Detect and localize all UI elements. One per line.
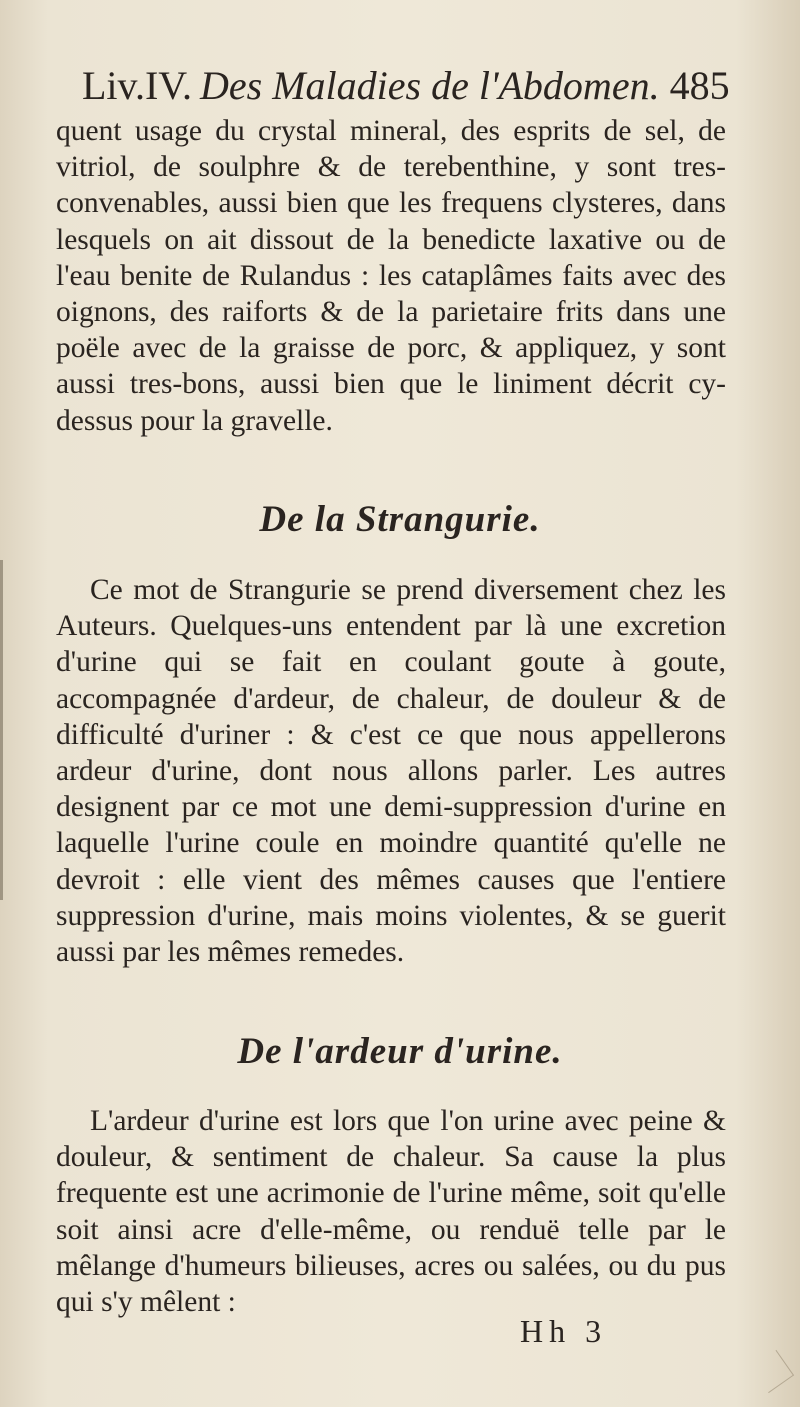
binding-shadow — [0, 560, 3, 900]
section-heading-strangurie: De la Strangurie. — [259, 499, 541, 540]
paragraph-strangurie: Ce mot de Strangurie se prend diversement chez les Auteurs. Quelques-uns entendent par là une excretion d'urine qui se fait en coulant goute à goute, accompagnée d'ardeur, de chaleur, de douleur & de difficulté d'uriner : & c'est ce que nous appellerons ardeur d'urine, dont nous allons parler. Les autres designent par ce mot une demi-suppression d'urine en laquelle l'urine coule en moindre quantité qu'elle ne devroit : elle vient des mêmes causes que l'entiere suppression d'urine, mais moins violentes, & se guerit aussi par les mêmes remedes. — [56, 574, 726, 969]
page-number: 485 — [669, 63, 730, 108]
section-heading-ardeur: De l'ardeur d'urine. — [237, 1031, 563, 1072]
printer-signature: Hh 3 — [520, 1313, 608, 1349]
book-number: Liv.IV. — [82, 63, 192, 108]
page-header — [82, 62, 782, 112]
paragraph-ardeur: L'ardeur d'urine est lors que l'on urine avec peine & douleur, & sentiment de chaleur. Sa cause la plus frequente est une acrimonie de l'urine même, soit qu'elle soit ainsi acre d'elle-même, ou renduë telle par le mêlange d'humeurs bilieuses, acres ou salées, ou du pus qui s'y mêlent : — [56, 1105, 726, 1319]
page-corner-fold — [751, 1350, 794, 1393]
paragraph-continued: quent usage du crystal mineral, des esprits de sel, de vitriol, de soulphre & de terebenthine, y sont tres-convenables, aussi bien que les frequens clysteres, dans lesquels on ait dissout de la benedicte laxative ou de l'eau benite de Rulandus : les cataplâmes faits avec des oignons, des raiforts & de la parietaire frits dans une poële avec de la graisse de porc, & appliquez, y sont aussi tres-bons, aussi bien que le liniment décrit cy-dessus pour la gravelle. — [56, 115, 726, 437]
running-title: Des Maladies de l'Abdomen. — [200, 63, 660, 108]
